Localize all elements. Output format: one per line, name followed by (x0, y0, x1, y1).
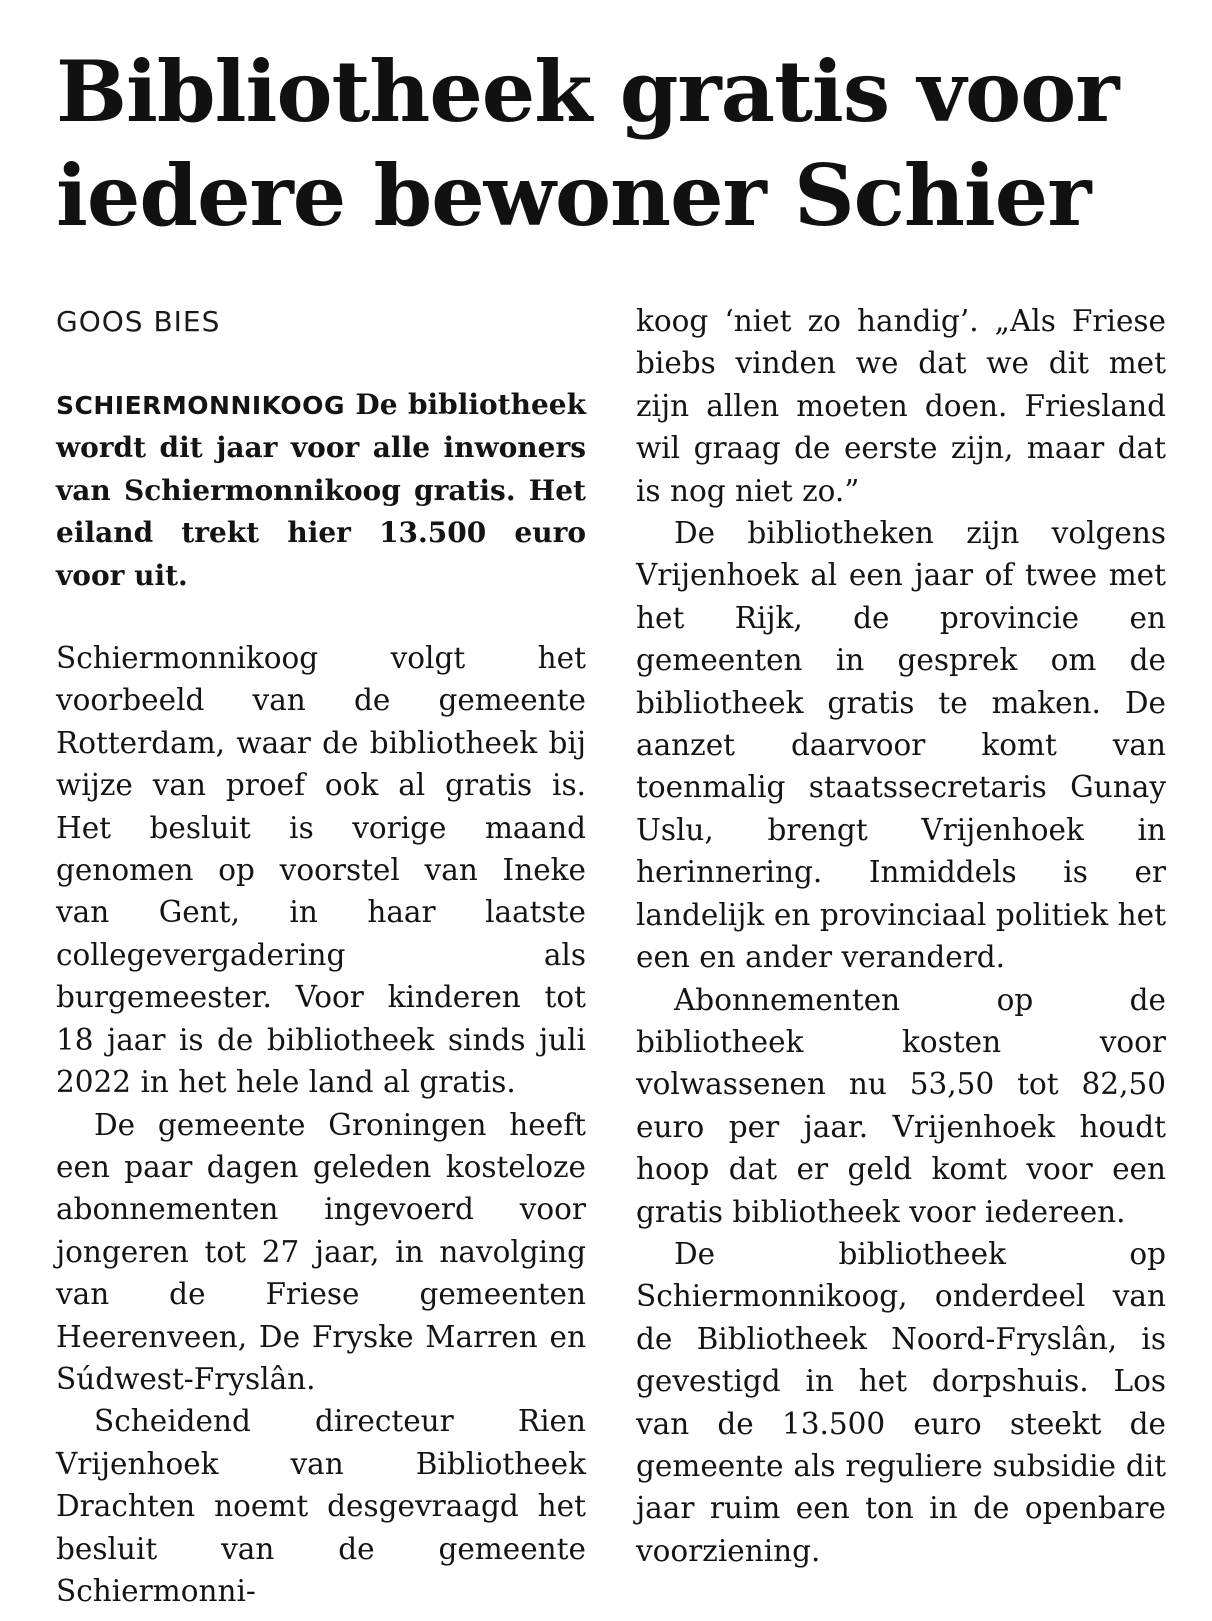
headline-line-2: iedere bewoner Schier (56, 146, 1091, 245)
body-paragraph: Schiermonnikoog volgt het voorbeeld van de gemeente Rotterdam, waar de bibliotheek bij wijze van proef ook al gratis is. Het besluit is vorige maand genomen op voorstel van Ineke van Gent, in haar laatste collegevergadering als burgemeester. Voor kinderen tot 18 jaar is de bibliotheek sinds juli 2022 in het hele land al gratis. (56, 641, 586, 1100)
body-paragraph: De gemeente Groningen heeft een paar dagen geleden kosteloze abonnementen ingevoerd voor jongeren tot 27 jaar, in navolging van de Friese gemeenten Heerenveen, De Fryske Marren en Súdwest-Fryslân. (56, 1107, 586, 1396)
lede-paragraph (56, 384, 586, 597)
article-column-left (56, 384, 586, 1612)
body-paragraph: De bibliotheken zijn volgens Vrijenhoek al een jaar of twee met het Rijk, de provincie en gemeenten in gesprek om de bibliotheek gratis te maken. De aanzet daarvoor komt van toenmalig staatssecretaris Gunay Uslu, brengt Vrijenhoek in herinnering. Inmiddels is er landelijk en provinciaal politiek het een en ander veranderd. (636, 516, 1166, 975)
headline-line-1: Bibliotheek gratis voor (56, 42, 1119, 141)
body-paragraph: Scheidend directeur Rien Vrijenhoek van Bibliotheek Drachten noemt desgevraagd het besluit van de gemeente Schiermonni- (56, 1404, 586, 1608)
body-paragraph: Abonnementen op de bibliotheek kosten voor volwassenen nu 53,50 tot 82,50 euro per jaar. Vrijenhoek houdt hoop dat er geld komt voor een gratis bibliotheek voor iedereen. (636, 982, 1166, 1229)
lede-text: De bibliotheek wordt dit jaar voor alle inwoners van Schiermonnikoog gratis. Het eiland trekt hier 13.500 euro voor uit. (56, 388, 586, 592)
headline (56, 40, 1176, 248)
article-column-right (636, 300, 1166, 1572)
body-paragraph: De bibliotheek op Schiermonnikoog, onderdeel van de Bibliotheek Noord-Fryslân, is gevestigd in het dorpshuis. Los van de 13.500 euro steekt de gemeente als reguliere subsidie dit jaar ruim een ton in de openbare voorziening. (636, 1236, 1166, 1568)
dateline: SCHIERMONNIKOOG (56, 391, 345, 420)
byline: GOOS BIES (56, 305, 221, 338)
body-paragraph: koog ‘niet zo handig’. „Als Friese biebs vinden we dat we dit met zijn allen moeten doen. Friesland wil graag de eerste zijn, maar dat is nog niet zo.” (636, 304, 1166, 508)
